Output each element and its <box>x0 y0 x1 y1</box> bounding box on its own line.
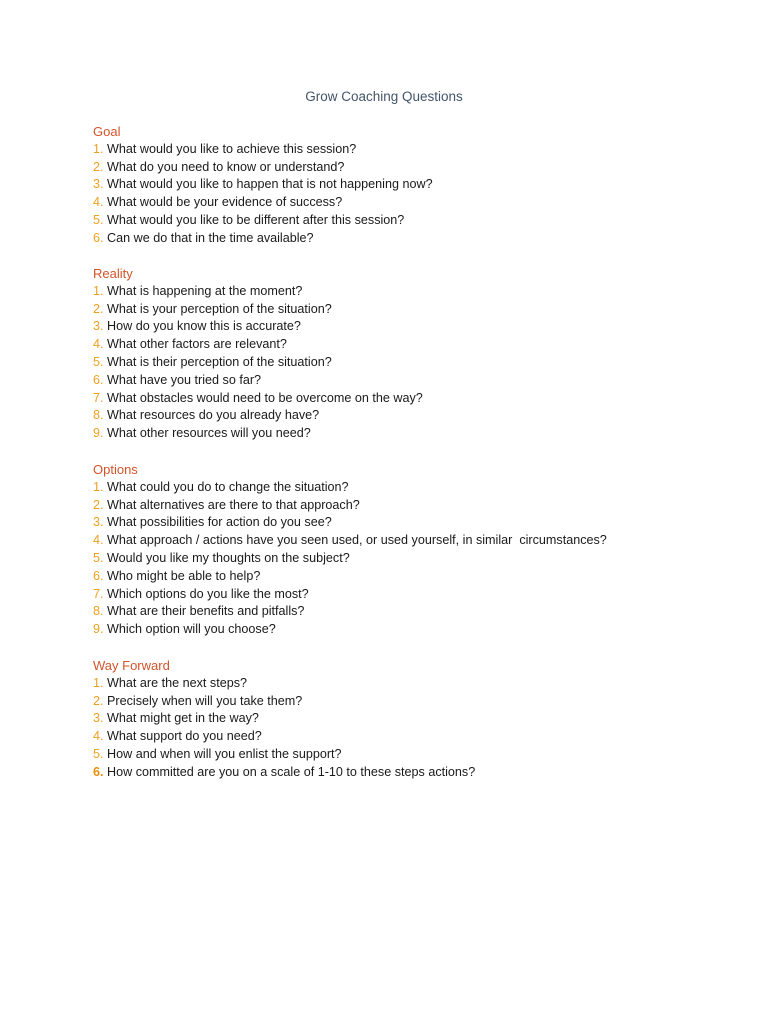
question-number: 3. <box>93 515 104 530</box>
question-number: 4. <box>93 195 104 210</box>
question-list-goal <box>93 141 733 248</box>
question-number: 6. <box>93 764 104 779</box>
question-text: What alternatives are there to that approach? <box>107 497 360 512</box>
question-item <box>93 675 733 693</box>
question-number: 5. <box>93 550 104 565</box>
question-number: 6. <box>93 372 104 387</box>
question-number: 7. <box>93 586 104 601</box>
question-item <box>93 301 733 319</box>
section-goal <box>93 123 733 248</box>
question-text: How committed are you on a scale of 1-10 to these steps actions? <box>107 764 476 779</box>
section-heading-reality: Reality <box>93 266 133 281</box>
question-number: 1. <box>93 675 104 690</box>
question-text: What resources do you already have? <box>107 408 320 423</box>
section-heading-goal: Goal <box>93 124 121 139</box>
question-text: What would be your evidence of success? <box>107 195 343 210</box>
question-text: What would you like to happen that is not happening now? <box>107 177 433 192</box>
question-text: What approach / actions have you seen used, or used yourself, in similar circumstances? <box>107 533 607 548</box>
question-item <box>93 336 733 354</box>
question-item <box>93 621 733 639</box>
question-item <box>93 318 733 336</box>
question-number: 3. <box>93 177 104 192</box>
question-number: 7. <box>93 390 104 405</box>
question-number: 2. <box>93 693 104 708</box>
question-text: What possibilities for action do you see? <box>107 515 332 530</box>
section-heading-options: Options <box>93 462 138 477</box>
question-item <box>93 283 733 301</box>
question-text: What other resources will you need? <box>107 426 311 441</box>
document-title: Grow Coaching Questions <box>305 89 463 104</box>
question-text: Would you like my thoughts on the subject? <box>107 550 350 565</box>
question-item <box>93 159 733 177</box>
question-text: What have you tried so far? <box>107 372 262 387</box>
question-number: 6. <box>93 568 104 583</box>
question-list-reality <box>93 283 733 443</box>
question-text: How and when will you enlist the support? <box>107 746 342 761</box>
question-item <box>93 390 733 408</box>
question-text: What could you do to change the situation? <box>107 479 349 494</box>
question-number: 4. <box>93 337 104 352</box>
question-text: What obstacles would need to be overcome on the way? <box>107 390 423 405</box>
question-item <box>93 176 733 194</box>
question-number: 5. <box>93 746 104 761</box>
question-number: 4. <box>93 533 104 548</box>
question-item <box>93 230 733 248</box>
question-number: 2. <box>93 301 104 316</box>
question-item <box>93 746 733 764</box>
question-number: 3. <box>93 319 104 334</box>
question-item <box>93 212 733 230</box>
question-text: Can we do that in the time available? <box>107 230 314 245</box>
question-text: What is happening at the moment? <box>107 283 303 298</box>
question-item <box>93 372 733 390</box>
question-item <box>93 586 733 604</box>
question-item <box>93 764 733 782</box>
question-number: 9. <box>93 622 104 637</box>
question-item <box>93 141 733 159</box>
question-number: 2. <box>93 159 104 174</box>
question-item <box>93 425 733 443</box>
question-number: 9. <box>93 426 104 441</box>
section-reality <box>93 265 733 443</box>
question-item <box>93 407 733 425</box>
question-number: 8. <box>93 604 104 619</box>
question-text: What is your perception of the situation? <box>107 301 332 316</box>
question-text: What is their perception of the situation? <box>107 354 332 369</box>
question-item <box>93 479 733 497</box>
question-number: 1. <box>93 479 104 494</box>
question-text: Which options do you like the most? <box>107 586 309 601</box>
question-list-way-forward <box>93 675 733 782</box>
question-number: 1. <box>93 141 104 156</box>
question-text: What other factors are relevant? <box>107 337 287 352</box>
question-text: What would you like to be different after this session? <box>107 212 405 227</box>
question-text: Which option will you choose? <box>107 622 276 637</box>
question-text: What support do you need? <box>107 729 262 744</box>
question-list-options <box>93 479 733 639</box>
section-heading-way-forward: Way Forward <box>93 658 170 673</box>
question-item <box>93 497 733 515</box>
question-item <box>93 728 733 746</box>
question-text: Precisely when will you take them? <box>107 693 303 708</box>
question-number: 4. <box>93 729 104 744</box>
question-text: What might get in the way? <box>107 711 259 726</box>
question-text: What are their benefits and pitfalls? <box>107 604 305 619</box>
question-text: Who might be able to help? <box>107 568 261 583</box>
question-number: 5. <box>93 212 104 227</box>
question-number: 1. <box>93 283 104 298</box>
section-options <box>93 461 733 639</box>
question-item <box>93 710 733 728</box>
section-way-forward <box>93 657 733 782</box>
question-number: 8. <box>93 408 104 423</box>
question-number: 3. <box>93 711 104 726</box>
question-item <box>93 354 733 372</box>
question-item <box>93 532 733 550</box>
question-text: What would you like to achieve this session? <box>107 141 357 156</box>
question-item <box>93 194 733 212</box>
question-text: What do you need to know or understand? <box>107 159 345 174</box>
question-item <box>93 514 733 532</box>
question-number: 6. <box>93 230 104 245</box>
question-text: What are the next steps? <box>107 675 248 690</box>
question-item <box>93 603 733 621</box>
question-item <box>93 693 733 711</box>
question-number: 2. <box>93 497 104 512</box>
question-number: 5. <box>93 354 104 369</box>
question-text: How do you know this is accurate? <box>107 319 301 334</box>
question-item <box>93 550 733 568</box>
question-item <box>93 568 733 586</box>
